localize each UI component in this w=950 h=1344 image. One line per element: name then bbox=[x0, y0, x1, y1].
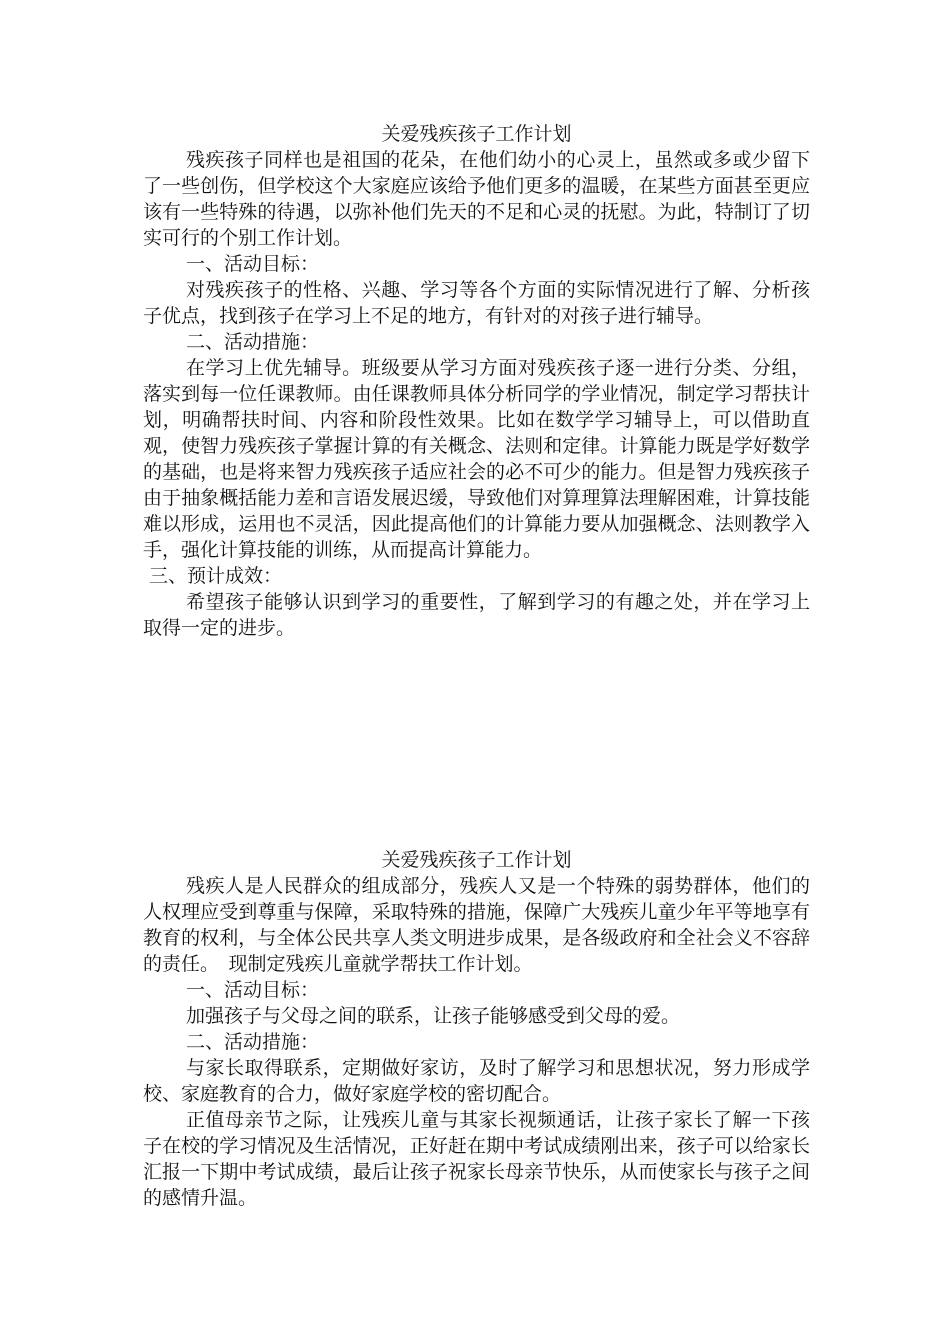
doc2-goals-paragraph: 加强孩子与父母之间的联系，让孩子能够感受到父母的爱。 bbox=[186, 1005, 681, 1027]
doc1-heading-results: 三、预计成效： bbox=[149, 565, 283, 587]
document-section-1 bbox=[143, 121, 810, 641]
doc2-intro-paragraph: 残疾人是人民群众的组成部分，残疾人又是一个特殊的弱势群体，他们的人权理应受到尊重与保障，采取特殊的措施，保障广大残疾儿童少年平等地享有教育的权利，与全体公民共享人类文明进步成果，是各级政府和全社会义不容辞的责任。 现制定残疾儿童就学帮扶工作计划。 bbox=[143, 875, 810, 975]
doc2-heading-goals: 一、活动目标： bbox=[186, 979, 320, 1001]
doc2-title: 关爱残疾孩子工作计划 bbox=[381, 849, 572, 871]
doc1-heading-goals: 一、活动目标： bbox=[186, 253, 320, 275]
doc1-heading-measures: 二、活动措施： bbox=[186, 331, 320, 353]
doc1-measures-paragraph: 在学习上优先辅导。班级要从学习方面对残疾孩子逐一进行分类、分组，落实到每一位任课教师。由任课教师具体分析同学的学业情况，制定学习帮扶计划，明确帮扶时间、内容和阶段性效果。比如在数学学习辅导上，可以借助直观，使智力残疾孩子掌握计算的有关概念、法则和定律。计算能力既是学好数学的基础，也是将来智力残疾孩子适应社会的必不可少的能力。但是智力残疾孩子由于抽象概括能力差和言语发展迟缓，导致他们对算理算法理解困难，计算技能难以形成，运用也不灵活，因此提高他们的计算能力要从加强概念、法则教学入手，强化计算技能的训练，从而提高计算能力。 bbox=[143, 357, 810, 561]
doc1-title: 关爱残疾孩子工作计划 bbox=[381, 123, 572, 145]
doc2-mothers-day-paragraph: 正值母亲节之际，让残疾儿童与其家长视频通话，让孩子家长了解一下孩子在校的学习情况及生活情况，正好赶在期中考试成绩刚出来，孩子可以给家长汇报一下期中考试成绩，最后让孩子祝家长母亲节快乐，从而使家长与孩子之间的感情升温。 bbox=[143, 1109, 810, 1209]
doc1-intro-paragraph: 残疾孩子同样也是祖国的花朵，在他们幼小的心灵上，虽然或多或少留下了一些创伤，但学校这个大家庭应该给予他们更多的温暖，在某些方面甚至更应该有一些特殊的待遇，以弥补他们先天的不足和心灵的抚慰。为此，特制订了切实可行的个别工作计划。 bbox=[143, 149, 810, 249]
doc2-heading-measures: 二、活动措施： bbox=[186, 1031, 320, 1053]
doc1-goals-paragraph: 对残疾孩子的性格、兴趣、学习等各个方面的实际情况进行了解、分析孩子优点，找到孩子在学习上不足的地方，有针对的对孩子进行辅导。 bbox=[143, 279, 810, 327]
document-section-2 bbox=[143, 847, 810, 1211]
doc2-measures-paragraph: 与家长取得联系，定期做好家访，及时了解学习和思想状况，努力形成学校、家庭教育的合力，做好家庭学校的密切配合。 bbox=[143, 1057, 810, 1105]
doc1-results-paragraph: 希望孩子能够认识到学习的重要性，了解到学习的有趣之处，并在学习上取得一定的进步。 bbox=[143, 591, 810, 639]
